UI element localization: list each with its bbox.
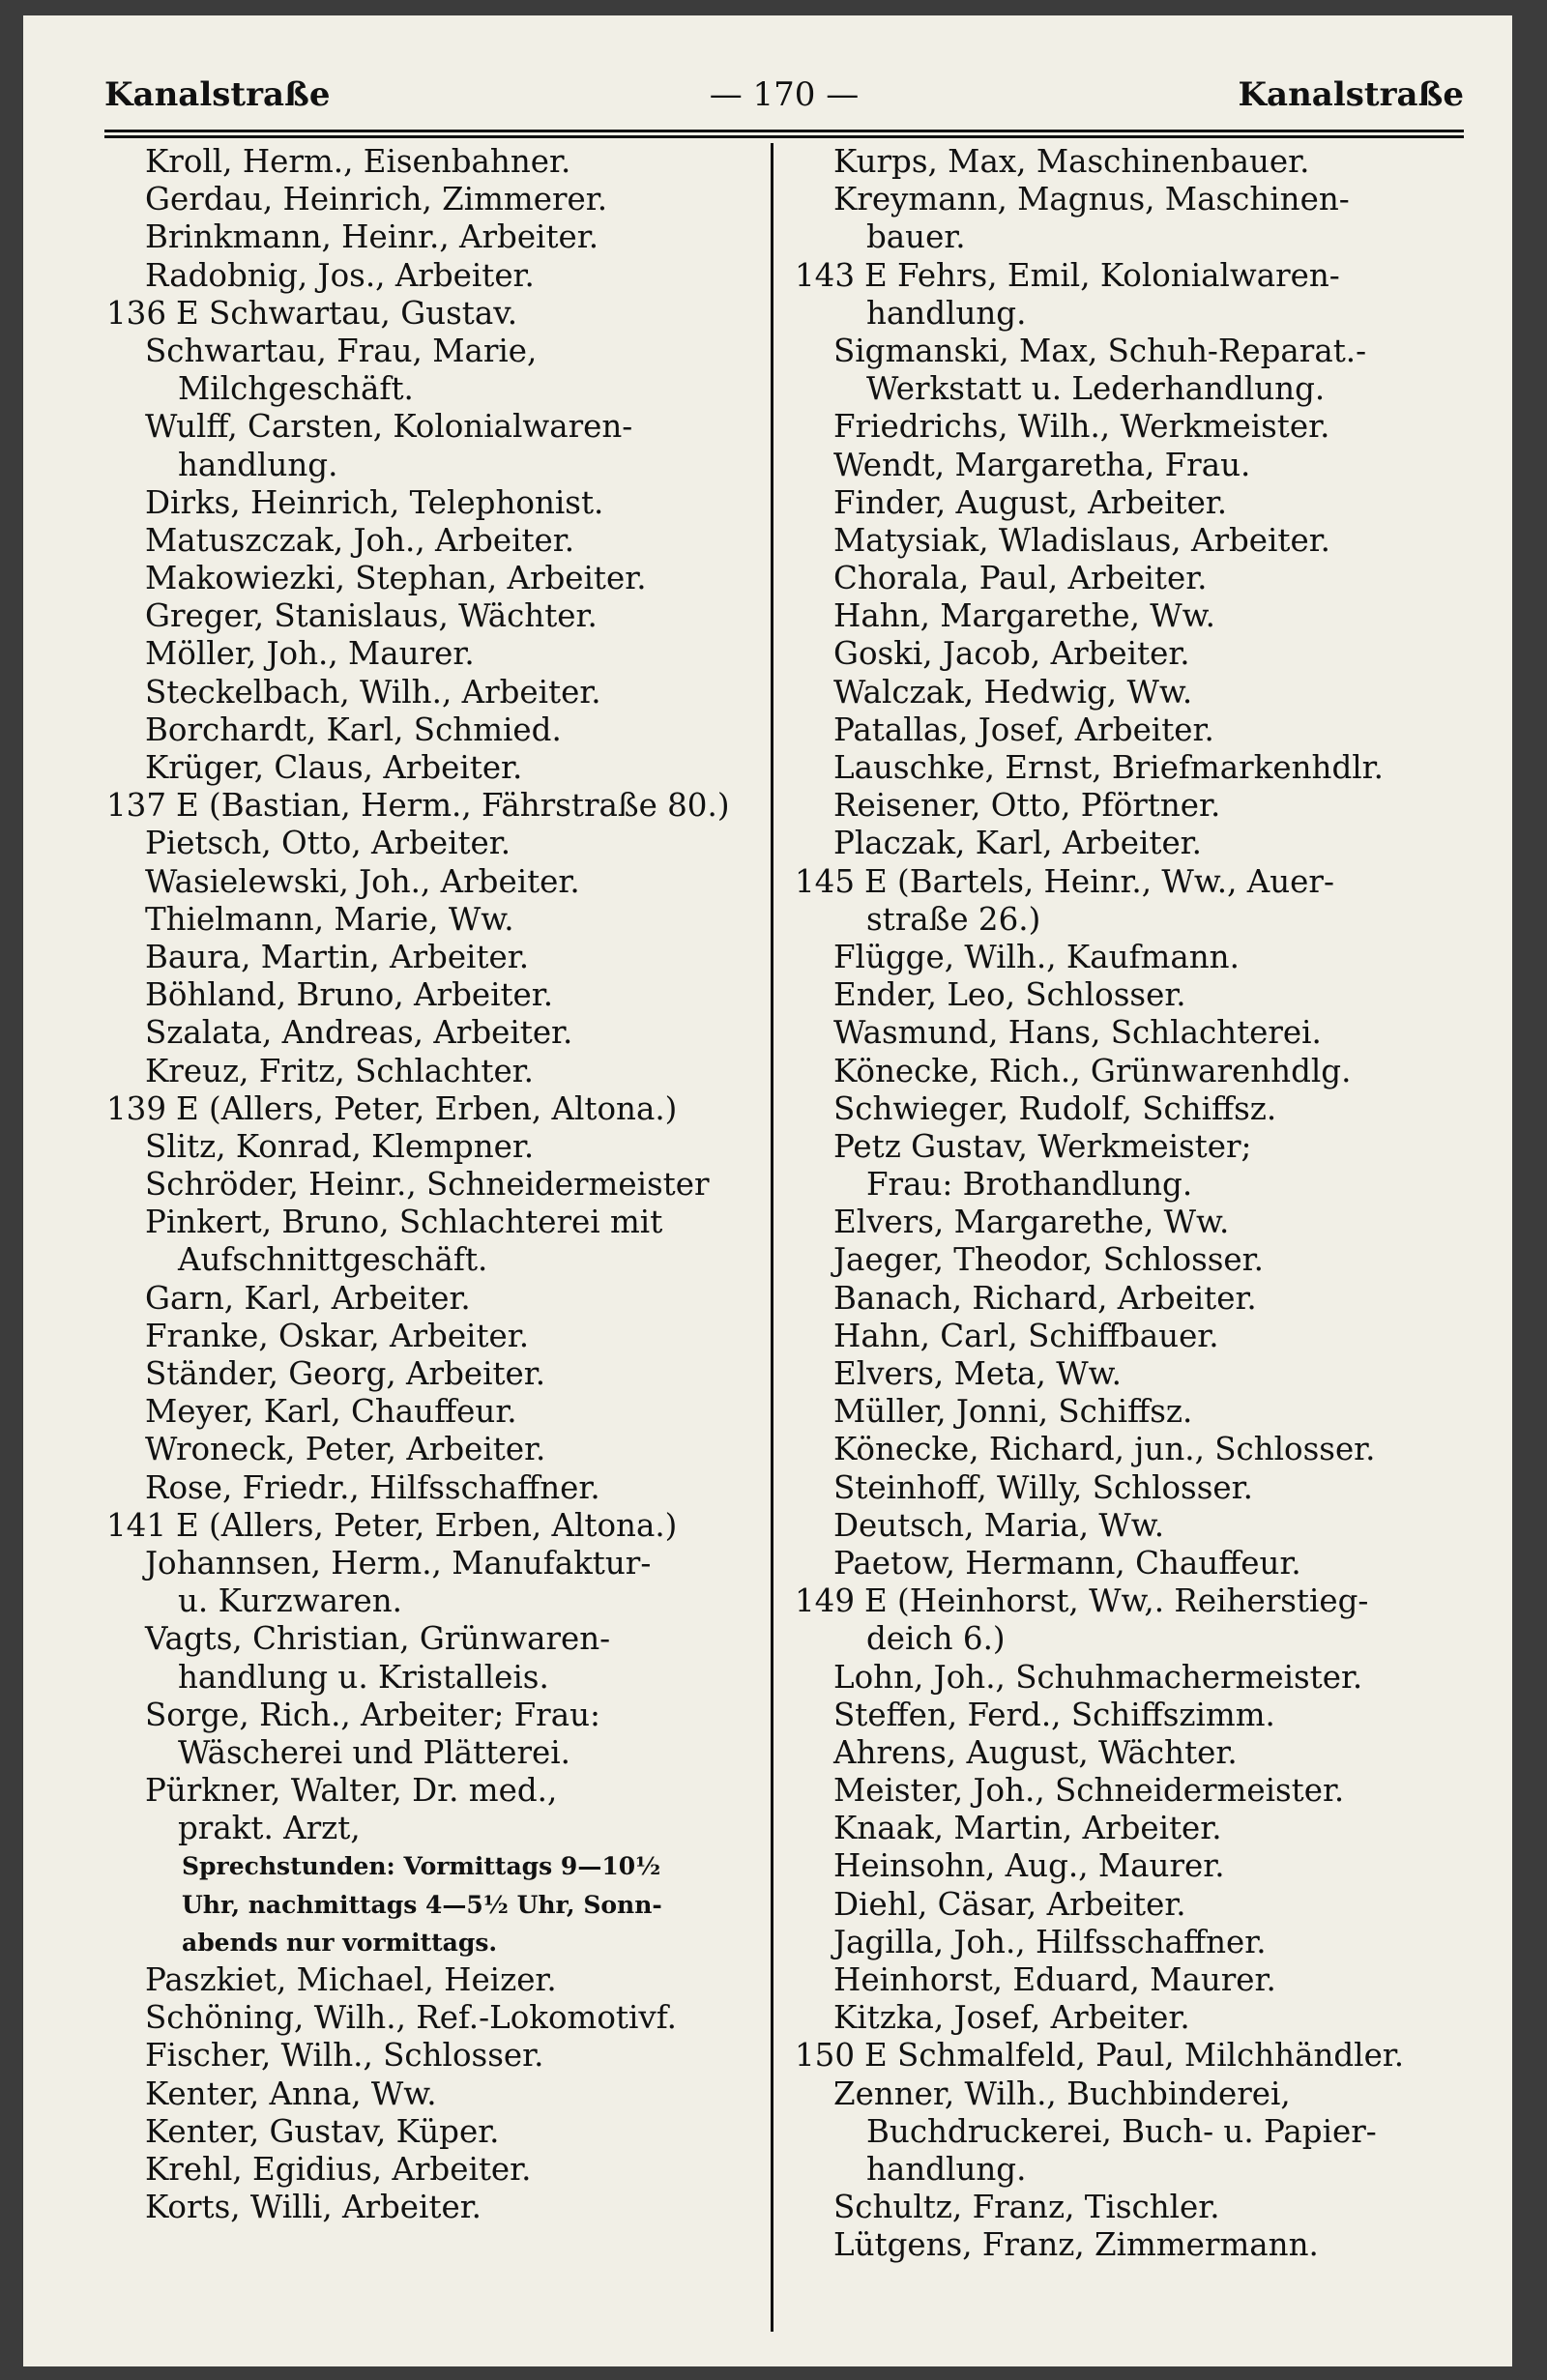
entry-text: Buchdruckerei, Buch- u. Papier- (866, 2112, 1377, 2150)
resident-entry (795, 484, 1472, 522)
header-street-right: Kanalstraße (1238, 75, 1464, 114)
entry-text: Sigmanski, Max, Schuh-Reparat.- (833, 332, 1367, 369)
entry-text: Frau: Brothandlung. (866, 1166, 1193, 1204)
house-number: 145 (795, 862, 856, 900)
entry-text: Milchgeschäft. (178, 370, 414, 408)
entry-text: Pürkner, Walter, Dr. med., (145, 1772, 558, 1810)
entry-text: handlung. (866, 294, 1027, 332)
resident-entry (106, 939, 749, 976)
resident-entry (106, 2189, 749, 2226)
resident-entry (106, 1810, 749, 1847)
entry-text: Placzak, Karl, Arbeiter. (833, 825, 1202, 862)
entry-text: Lauschke, Ernst, Briefmarkenhdlr. (833, 749, 1384, 786)
entry-text: Jagilla, Joh., Hilfsschaffner. (833, 1923, 1267, 1960)
house-number-entry (106, 1507, 749, 1545)
resident-entry (106, 863, 749, 901)
entry-text: E (Allers, Peter, Erben, Altona.) (176, 1089, 678, 1127)
resident-entry (795, 333, 1472, 370)
entry-text: Schwartau, Frau, Marie, (145, 332, 538, 369)
resident-entry (106, 1772, 749, 1810)
resident-entry (795, 1924, 1472, 1961)
entry-text: Korts, Willi, Arbeiter. (145, 2189, 482, 2226)
entry-text: Böhland, Bruno, Arbeiter. (145, 976, 554, 1014)
entry-text: Ender, Leo, Schlosser. (833, 976, 1186, 1014)
page-header (104, 75, 1464, 124)
resident-entry (106, 1545, 749, 1582)
entry-text: E (Heinhorst, Ww,. Reiherstieg- (864, 1582, 1369, 1620)
resident-entry (795, 1620, 1472, 1658)
entry-text: Müller, Jonni, Schiffsz. (833, 1393, 1193, 1431)
entry-text: handlung. (866, 2150, 1027, 2188)
entry-text: Wendt, Margaretha, Frau. (833, 446, 1251, 483)
entry-text: Garn, Karl, Arbeiter. (145, 1279, 471, 1317)
resident-entry (106, 370, 749, 408)
resident-entry (106, 1053, 749, 1090)
resident-entry (795, 2226, 1472, 2264)
entry-text: straße 26.) (866, 900, 1041, 938)
entry-text: E (Allers, Peter, Erben, Altona.) (176, 1506, 678, 1544)
house-number: 150 (795, 2037, 856, 2075)
resident-entry (795, 1204, 1472, 1241)
resident-entry (106, 1924, 749, 1961)
resident-entry (795, 825, 1472, 862)
entry-text: Radobnig, Jos., Arbeiter. (145, 256, 535, 294)
entry-text: Szalata, Andreas, Arbeiter. (145, 1014, 573, 1052)
entry-text: Greger, Stanislaus, Wächter. (145, 597, 598, 635)
entry-text: Matuszczak, Joh., Arbeiter. (145, 521, 575, 559)
entry-text: Knaak, Martin, Arbeiter. (833, 1810, 1222, 1847)
resident-entry (106, 1886, 749, 1924)
resident-entry (795, 976, 1472, 1014)
entry-text: Patallas, Josef, Arbeiter. (833, 711, 1214, 748)
resident-entry (795, 1847, 1472, 1885)
entry-text: Finder, August, Arbeiter. (833, 483, 1228, 521)
page-number: — 170 — (709, 75, 860, 114)
resident-entry (106, 560, 749, 597)
resident-entry (795, 2075, 1472, 2113)
resident-entry (106, 1469, 749, 1507)
resident-entry (106, 447, 749, 484)
column-divider (771, 143, 774, 2332)
entry-text: Walczak, Hedwig, Ww. (833, 673, 1193, 711)
entry-text: Elvers, Meta, Ww. (833, 1355, 1122, 1392)
resident-entry (795, 1469, 1472, 1507)
resident-entry (795, 522, 1472, 560)
resident-entry (106, 484, 749, 522)
entry-text: Kitzka, Josef, Arbeiter. (833, 1999, 1190, 2037)
entry-text: Sorge, Rich., Arbeiter; Frau: (145, 1696, 600, 1733)
resident-entry (106, 1166, 749, 1204)
entry-text: Slitz, Konrad, Klempner. (145, 1127, 535, 1165)
entry-text: E Schwartau, Gustav. (176, 294, 518, 332)
entry-text: Schultz, Franz, Tischler. (833, 2189, 1220, 2226)
resident-entry (106, 1999, 749, 2037)
entry-text: Heinhorst, Eduard, Maurer. (833, 1961, 1276, 1998)
resident-entry (795, 447, 1472, 484)
resident-entry (106, 1241, 749, 1279)
right-column (795, 143, 1472, 2265)
resident-entry (795, 2113, 1472, 2151)
resident-entry (795, 1241, 1472, 1279)
entry-text: Petz Gustav, Werkmeister; (833, 1127, 1252, 1165)
resident-entry (795, 901, 1472, 939)
resident-entry (106, 2075, 749, 2113)
entry-text: handlung u. Kristalleis. (178, 1658, 549, 1696)
resident-entry (106, 901, 749, 939)
entry-text: Werkstatt u. Lederhandlung. (866, 370, 1326, 408)
resident-entry (795, 370, 1472, 408)
resident-entry (106, 1280, 749, 1318)
entry-text: Kurps, Max, Maschinenbauer. (833, 143, 1310, 180)
house-number: 137 (106, 787, 167, 825)
entry-text: Kenter, Gustav, Küper. (145, 2112, 500, 2150)
entry-text: Elvers, Margarethe, Ww. (833, 1204, 1230, 1241)
resident-entry (795, 1355, 1472, 1393)
house-number-entry (795, 2037, 1472, 2075)
house-number-entry (106, 295, 749, 333)
resident-entry (795, 749, 1472, 787)
resident-entry (795, 1431, 1472, 1468)
resident-entry (106, 2151, 749, 2189)
entry-text: Wäscherei und Plätterei. (178, 1733, 570, 1771)
resident-entry (106, 1318, 749, 1355)
resident-entry (106, 825, 749, 862)
resident-entry (106, 1431, 749, 1468)
entry-text: E Schmalfeld, Paul, Milchhändler. (864, 2037, 1405, 2075)
entry-text: Steffen, Ferd., Schiffszimm. (833, 1696, 1275, 1733)
entry-text: Borchardt, Karl, Schmied. (145, 711, 562, 748)
entry-text: Könecke, Rich., Grünwarenhdlg. (833, 1052, 1352, 1089)
resident-entry (795, 1659, 1472, 1697)
resident-entry (795, 674, 1472, 711)
entry-text: Paetow, Hermann, Chauffeur. (833, 1544, 1301, 1582)
resident-entry (106, 143, 749, 181)
entry-text: Flügge, Wilh., Kaufmann. (833, 938, 1240, 975)
entry-text: handlung. (178, 446, 338, 483)
resident-entry (795, 1393, 1472, 1431)
entry-text: Banach, Richard, Arbeiter. (833, 1279, 1257, 1317)
resident-entry (795, 143, 1472, 181)
entry-text: Wulff, Carsten, Kolonialwaren- (145, 408, 633, 446)
resident-entry (795, 1772, 1472, 1810)
entry-text: Johannsen, Herm., Manufaktur- (145, 1544, 652, 1582)
entry-text: E (Bastian, Herm., Fährstraße 80.) (176, 787, 730, 825)
resident-entry (106, 1128, 749, 1166)
resident-entry (106, 1961, 749, 1999)
entry-text: u. Kurzwaren. (178, 1582, 402, 1620)
house-number-entry (795, 257, 1472, 295)
resident-entry (795, 1545, 1472, 1582)
entry-text: Deutsch, Maria, Ww. (833, 1506, 1165, 1544)
entry-text: Aufschnittgeschäft. (178, 1241, 488, 1279)
resident-entry (795, 2189, 1472, 2226)
resident-entry (106, 2113, 749, 2151)
entry-text: Jaeger, Theodor, Schlosser. (833, 1241, 1264, 1279)
entry-text: Vagts, Christian, Grünwaren- (145, 1620, 611, 1658)
resident-entry (795, 295, 1472, 333)
entry-text: Fischer, Wilh., Schlosser. (145, 2037, 544, 2075)
resident-entry (795, 560, 1472, 597)
entry-text: Pietsch, Otto, Arbeiter. (145, 825, 511, 862)
entry-text: Kroll, Herm., Eisenbahner. (145, 143, 571, 180)
entry-text: Dirks, Heinrich, Telephonist. (145, 483, 604, 521)
resident-entry (106, 749, 749, 787)
resident-entry (106, 1620, 749, 1658)
entry-text: Könecke, Richard, jun., Schlosser. (833, 1431, 1376, 1468)
entry-text: Wasmund, Hans, Schlachterei. (833, 1014, 1322, 1052)
entry-text: Krüger, Claus, Arbeiter. (145, 749, 523, 786)
entry-text: bauer. (866, 218, 966, 256)
resident-entry (795, 2151, 1472, 2189)
resident-entry (106, 1355, 749, 1393)
entry-text: Kreymann, Magnus, Maschinen- (833, 181, 1350, 218)
entry-text: Gerdau, Heinrich, Zimmerer. (145, 181, 608, 218)
entry-text: Baura, Martin, Arbeiter. (145, 938, 530, 975)
entry-text: Pinkert, Bruno, Schlachterei mit (145, 1204, 663, 1241)
entry-text: Kenter, Anna, Ww. (145, 2075, 437, 2112)
house-number: 136 (106, 294, 167, 332)
entry-text: Friedrichs, Wilh., Werkmeister. (833, 408, 1330, 446)
resident-entry (106, 408, 749, 446)
resident-entry (106, 976, 749, 1014)
entry-text: Wasielewski, Joh., Arbeiter. (145, 862, 580, 900)
resident-entry (106, 1204, 749, 1241)
entry-text: Schöning, Wilh., Ref.-Lokomotivf. (145, 1999, 677, 2037)
resident-entry (795, 1090, 1472, 1128)
left-column (106, 143, 749, 2226)
resident-entry (106, 1734, 749, 1772)
entry-text: Uhr, nachmittags 4—5½ Uhr, Sonn- (182, 1890, 662, 1919)
entry-text: E (Bartels, Heinr., Ww., Auer- (864, 862, 1334, 900)
house-number-entry (795, 863, 1472, 901)
house-number: 149 (795, 1582, 856, 1620)
resident-entry (795, 597, 1472, 635)
entry-text: Meister, Joh., Schneidermeister. (833, 1772, 1345, 1810)
resident-entry (106, 1847, 749, 1885)
entry-text: deich 6.) (866, 1620, 1006, 1658)
resident-entry (795, 408, 1472, 446)
entry-text: Schwieger, Rudolf, Schiffsz. (833, 1089, 1277, 1127)
entry-text: Lütgens, Franz, Zimmermann. (833, 2226, 1319, 2264)
house-number: 141 (106, 1506, 167, 1544)
resident-entry (795, 218, 1472, 256)
resident-entry (106, 1014, 749, 1052)
entry-text: prakt. Arzt, (178, 1810, 361, 1847)
resident-entry (795, 1128, 1472, 1166)
entry-text: Krehl, Egidius, Arbeiter. (145, 2150, 532, 2188)
house-number-entry (106, 787, 749, 825)
entry-text: Heinsohn, Aug., Maurer. (833, 1847, 1225, 1885)
entry-text: Kreuz, Fritz, Schlachter. (145, 1052, 534, 1089)
resident-entry (795, 1014, 1472, 1052)
house-number: 139 (106, 1089, 167, 1127)
resident-entry (795, 1166, 1472, 1204)
resident-entry (795, 1507, 1472, 1545)
header-rule-top (104, 130, 1464, 132)
resident-entry (795, 1961, 1472, 1999)
entry-text: Paszkiet, Michael, Heizer. (145, 1961, 557, 1998)
resident-entry (106, 635, 749, 673)
entry-text: Sprechstunden: Vormittags 9—10½ (182, 1852, 661, 1881)
resident-entry (106, 1393, 749, 1431)
resident-entry (795, 1697, 1472, 1734)
entry-text: Hahn, Carl, Schiffbauer. (833, 1317, 1219, 1354)
entry-text: Brinkmann, Heinr., Arbeiter. (145, 218, 599, 256)
resident-entry (106, 1659, 749, 1697)
header-street-left: Kanalstraße (104, 75, 331, 114)
resident-entry (795, 1810, 1472, 1847)
entry-text: Meyer, Karl, Chauffeur. (145, 1393, 517, 1431)
resident-entry (106, 333, 749, 370)
resident-entry (795, 939, 1472, 976)
resident-entry (106, 522, 749, 560)
entry-text: Lohn, Joh., Schuhmachermeister. (833, 1658, 1363, 1696)
header-rule-bottom (104, 135, 1464, 138)
resident-entry (795, 787, 1472, 825)
entry-text: Thielmann, Marie, Ww. (145, 900, 514, 938)
resident-entry (106, 1697, 749, 1734)
entry-text: Möller, Joh., Maurer. (145, 635, 475, 673)
resident-entry (106, 2037, 749, 2075)
resident-entry (106, 257, 749, 295)
entry-text: Zenner, Wilh., Buchbinderei, (833, 2075, 1291, 2112)
resident-entry (106, 711, 749, 749)
entry-text: Reisener, Otto, Pförtner. (833, 787, 1221, 825)
entry-text: Schröder, Heinr., Schneidermeister (145, 1166, 710, 1204)
resident-entry (106, 181, 749, 218)
entry-text: Chorala, Paul, Arbeiter. (833, 560, 1208, 597)
resident-entry (795, 711, 1472, 749)
resident-entry (106, 674, 749, 711)
resident-entry (795, 1886, 1472, 1924)
entry-text: Makowiezki, Stephan, Arbeiter. (145, 560, 647, 597)
resident-entry (795, 181, 1472, 218)
entry-text: Rose, Friedr., Hilfsschaffner. (145, 1468, 600, 1506)
house-number: 143 (795, 256, 856, 294)
resident-entry (795, 1280, 1472, 1318)
resident-entry (106, 597, 749, 635)
entry-text: Steckelbach, Wilh., Arbeiter. (145, 673, 601, 711)
entry-text: abends nur vormittags. (182, 1928, 498, 1957)
entry-text: Ahrens, August, Wächter. (833, 1733, 1238, 1771)
entry-text: Matysiak, Wladislaus, Arbeiter. (833, 521, 1331, 559)
entry-text: E Fehrs, Emil, Kolonialwaren- (864, 256, 1340, 294)
house-number-entry (795, 1582, 1472, 1620)
entry-text: Ständer, Georg, Arbeiter. (145, 1355, 546, 1392)
house-number-entry (106, 1090, 749, 1128)
resident-entry (106, 218, 749, 256)
entry-text: Franke, Oskar, Arbeiter. (145, 1317, 530, 1354)
resident-entry (795, 1999, 1472, 2037)
entry-text: Goski, Jacob, Arbeiter. (833, 635, 1190, 673)
resident-entry (795, 1318, 1472, 1355)
resident-entry (795, 635, 1472, 673)
entry-text: Steinhoff, Willy, Schlosser. (833, 1468, 1253, 1506)
entry-text: Wroneck, Peter, Arbeiter. (145, 1431, 546, 1468)
resident-entry (795, 1053, 1472, 1090)
entry-text: Diehl, Cäsar, Arbeiter. (833, 1885, 1186, 1923)
resident-entry (795, 1734, 1472, 1772)
entry-text: Hahn, Margarethe, Ww. (833, 597, 1215, 635)
resident-entry (106, 1582, 749, 1620)
